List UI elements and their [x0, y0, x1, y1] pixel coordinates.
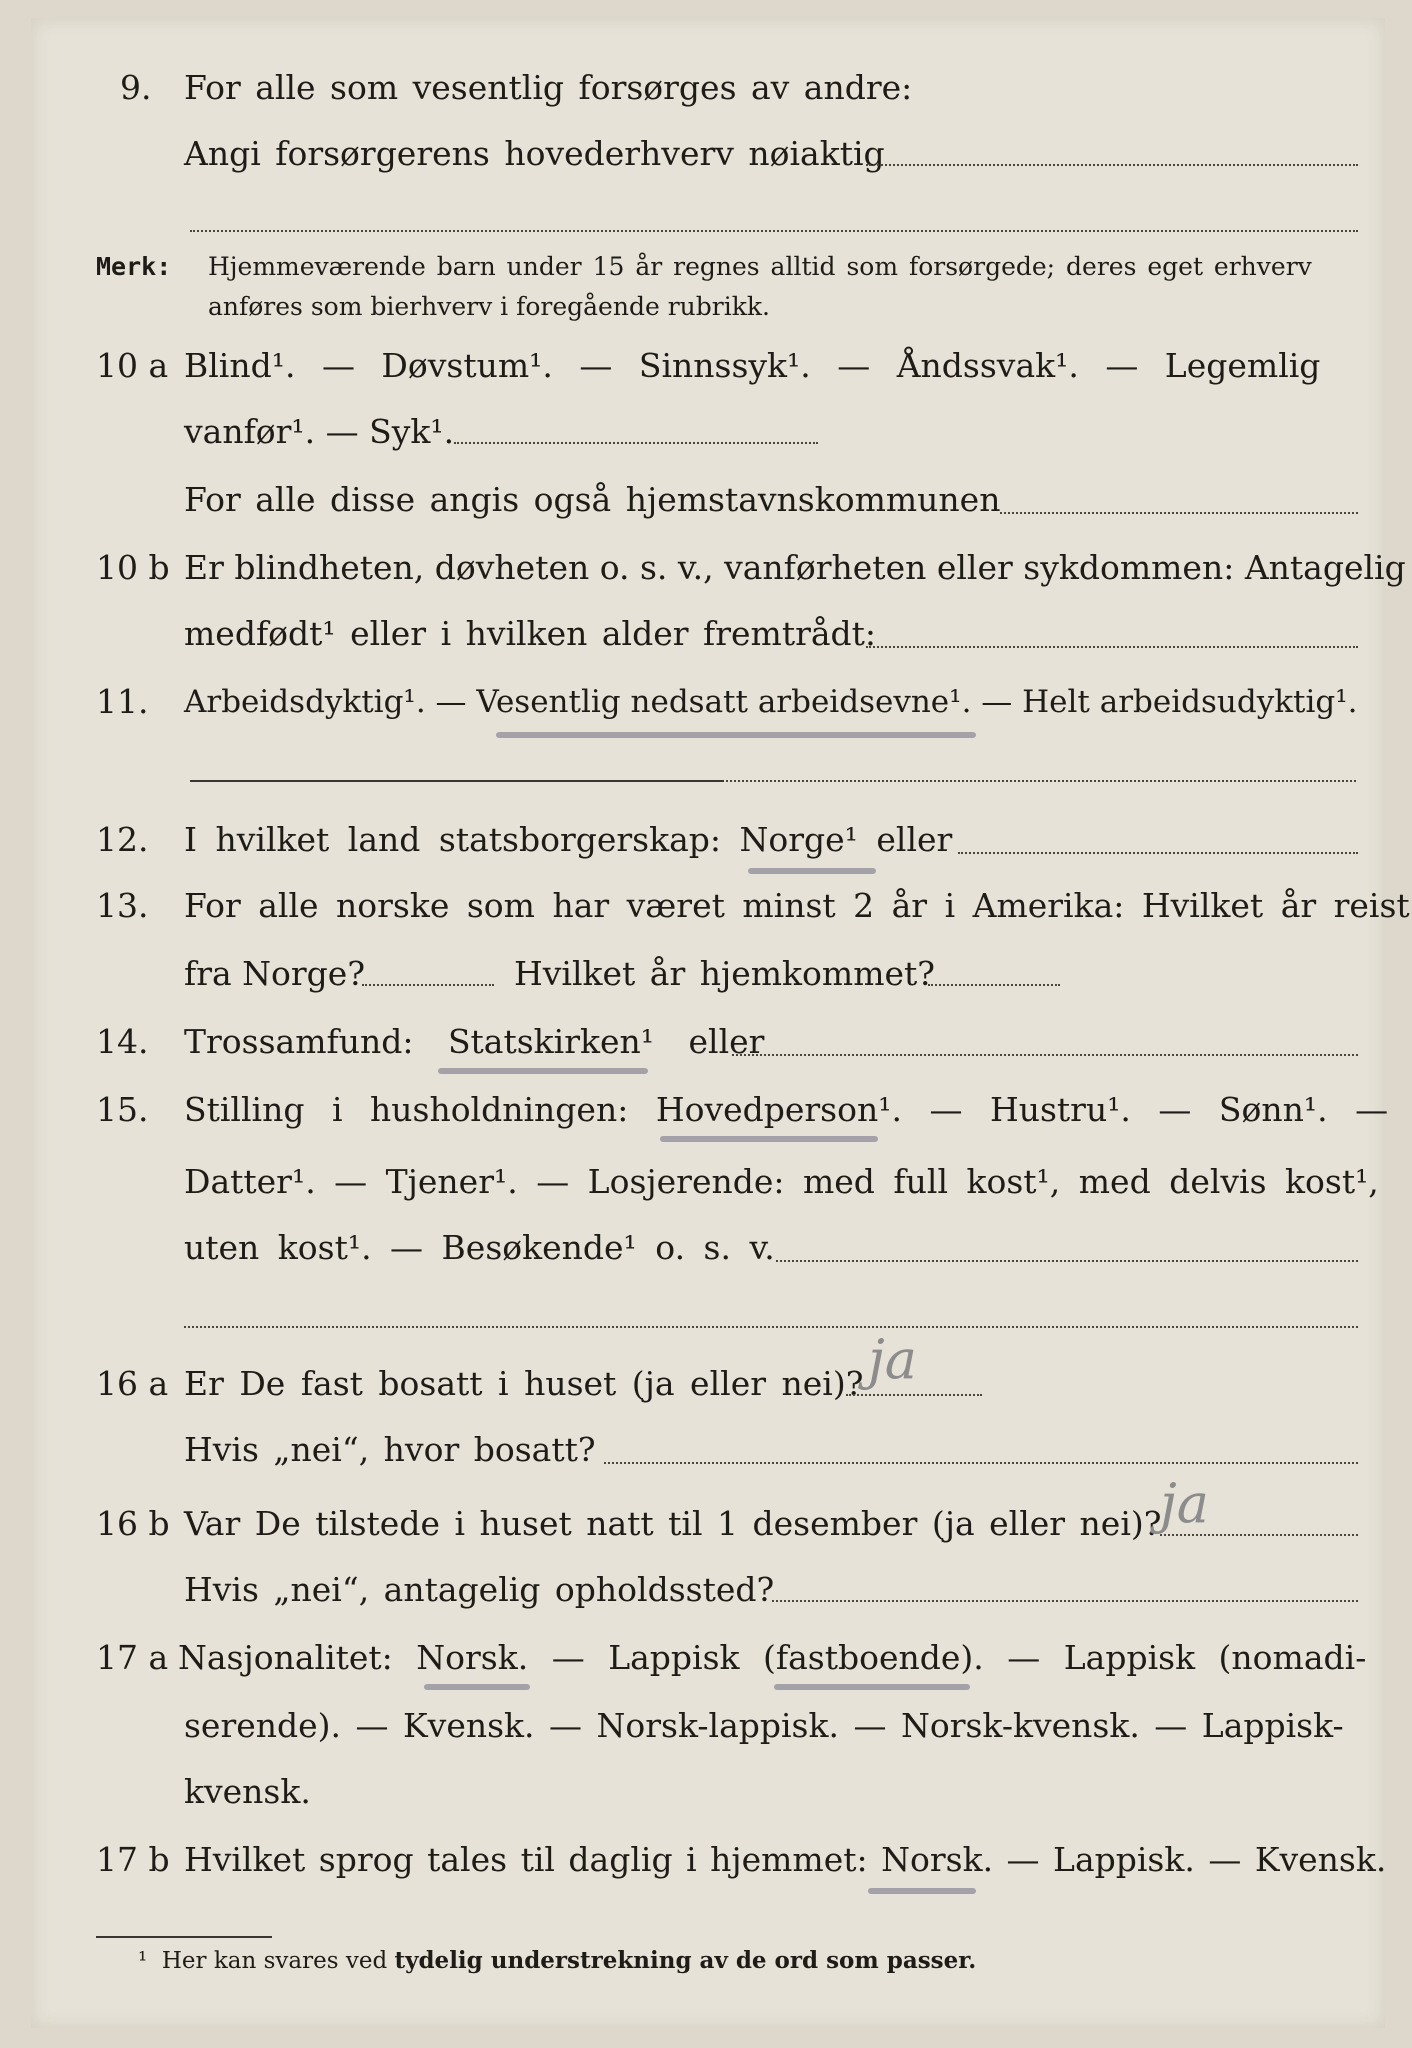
q9-number: 9.: [120, 68, 152, 107]
q12-underline-mark: [748, 868, 876, 874]
q14-underline-mark: [438, 1068, 648, 1074]
q9-line2: Angi forsørgerens hovederhverv nøiaktig: [184, 134, 885, 173]
q15-number: 15.: [96, 1090, 149, 1129]
q13-left-year-line[interactable]: [362, 984, 494, 986]
q9-line1: For alle som vesentlig forsørges av andre:: [184, 68, 913, 107]
q10b-line1: Er blindheten, døvheten o. s. v., vanførheten eller sykdommen: Antagelig: [184, 548, 1406, 587]
q15-underline-mark: [660, 1136, 878, 1142]
q16b-handwritten-answer: ja: [1160, 1472, 1209, 1535]
q15-answer-line[interactable]: [776, 1260, 1358, 1262]
q10a-line3: For alle disse angis også hjemstavnskommunen: [184, 480, 1001, 519]
q17a-line2: serende). — Kvensk. — Norsk-lappisk. — Norsk-kvensk. — Lappisk-: [184, 1706, 1344, 1745]
q11-answer-line[interactable]: [726, 780, 1356, 782]
q11-number: 11.: [96, 682, 149, 721]
q12-number: 12.: [96, 820, 149, 859]
q14-answer-line[interactable]: [732, 1054, 1358, 1056]
q17a-number: 17 a: [96, 1638, 169, 1677]
q11-answer-rule[interactable]: [190, 780, 724, 782]
merk-label: Merk:: [96, 252, 172, 281]
q14-number: 14.: [96, 1022, 149, 1061]
q10a-hometown-line[interactable]: [1000, 512, 1358, 514]
q15-line1: Stilling i husholdningen: Hovedperson¹. — Hustru¹. — Sønn¹. —: [184, 1090, 1389, 1129]
q16b-number: 16 b: [96, 1504, 170, 1543]
q15-answer-line-2[interactable]: [184, 1326, 1358, 1328]
q9-answer-line-2[interactable]: [190, 230, 1358, 232]
q16a-line2: Hvis „nei“, hvor bosatt?: [184, 1430, 596, 1469]
footnote-text-a: Her kan svares ved: [161, 1948, 388, 1974]
q15-line3: uten kost¹. — Besøkende¹ o. s. v.: [184, 1228, 775, 1267]
q16a-residence-line[interactable]: [604, 1462, 1358, 1464]
q13-line1: For alle norske som har været minst 2 år i Amerika: Hvilket år reist: [184, 886, 1410, 925]
q17b-number: 17 b: [96, 1840, 170, 1879]
q17a-underline-fastboende: [774, 1684, 970, 1690]
q9-answer-line[interactable]: [866, 164, 1358, 166]
q14-line1: Trossamfund: Statskirken¹ eller: [184, 1022, 765, 1061]
q16a-answer-line[interactable]: [846, 1394, 982, 1396]
q17a-line3: kvensk.: [184, 1772, 311, 1811]
q16a-handwritten-answer: ja: [868, 1328, 917, 1391]
q12-line1: I hvilket land statsborgerskap: Norge¹ eller: [184, 820, 953, 859]
q10a-answer-line[interactable]: [454, 442, 818, 444]
q13-line2b: Hvilket år hjemkommet?: [514, 954, 935, 993]
q10b-answer-line[interactable]: [866, 646, 1358, 648]
q17b-underline-norsk: [868, 1888, 976, 1894]
q16b-line2: Hvis „nei“, antagelig opholdssted?: [184, 1570, 775, 1609]
q17a-line1: Nasjonalitet: Norsk. — Lappisk (fastboende). — Lappisk (nomadi-: [178, 1638, 1367, 1677]
q16b-line1: Var De tilstede i huset natt til 1 desember (ja eller nei)?: [184, 1504, 1162, 1543]
merk-line1: Hjemmeværende barn under 15 år regnes alltid som forsørgede; deres eget erhverv: [208, 252, 1312, 281]
q15-line2: Datter¹. — Tjener¹. — Losjerende: med full kost¹, med delvis kost¹,: [184, 1162, 1379, 1201]
q17b-line1: Hvilket sprog tales til daglig i hjemmet: Norsk. — Lappisk. — Kvensk.: [184, 1840, 1387, 1879]
merk-line2: anføres som bierhverv i foregående rubrikk.: [208, 292, 770, 321]
q10a-number: 10 a: [96, 346, 169, 385]
footnote: [138, 1946, 976, 1976]
q11-underline-mark: [496, 732, 976, 738]
q10b-number: 10 b: [96, 548, 170, 587]
q17a-underline-norsk: [424, 1684, 530, 1690]
q16a-number: 16 a: [96, 1364, 169, 1403]
q16a-line1: Er De fast bosatt i huset (ja eller nei)?: [184, 1364, 864, 1403]
q13-line2a: fra Norge?: [184, 954, 366, 993]
q16b-location-line[interactable]: [772, 1600, 1358, 1602]
q12-answer-line[interactable]: [958, 852, 1358, 854]
q11-line1: Arbeidsdyktig¹. — Vesentlig nedsatt arbeidsevne¹. — Helt arbeidsudyktig¹.: [184, 684, 1358, 720]
footnote-rule: [96, 1936, 272, 1938]
q10a-line2: vanfør¹. — Syk¹.: [184, 412, 455, 451]
q10b-line2: medfødt¹ eller i hvilken alder fremtrådt:: [184, 614, 877, 653]
q10a-line1: Blind¹. — Døvstum¹. — Sinnssyk¹. — Åndssvak¹. — Legemlig: [184, 346, 1321, 385]
footnote-text-b: tydelig understrekning av de ord som passer.: [394, 1947, 977, 1974]
q13-number: 13.: [96, 886, 149, 925]
footnote-mark: ¹: [138, 1948, 148, 1974]
q13-return-year-line[interactable]: [928, 984, 1060, 986]
